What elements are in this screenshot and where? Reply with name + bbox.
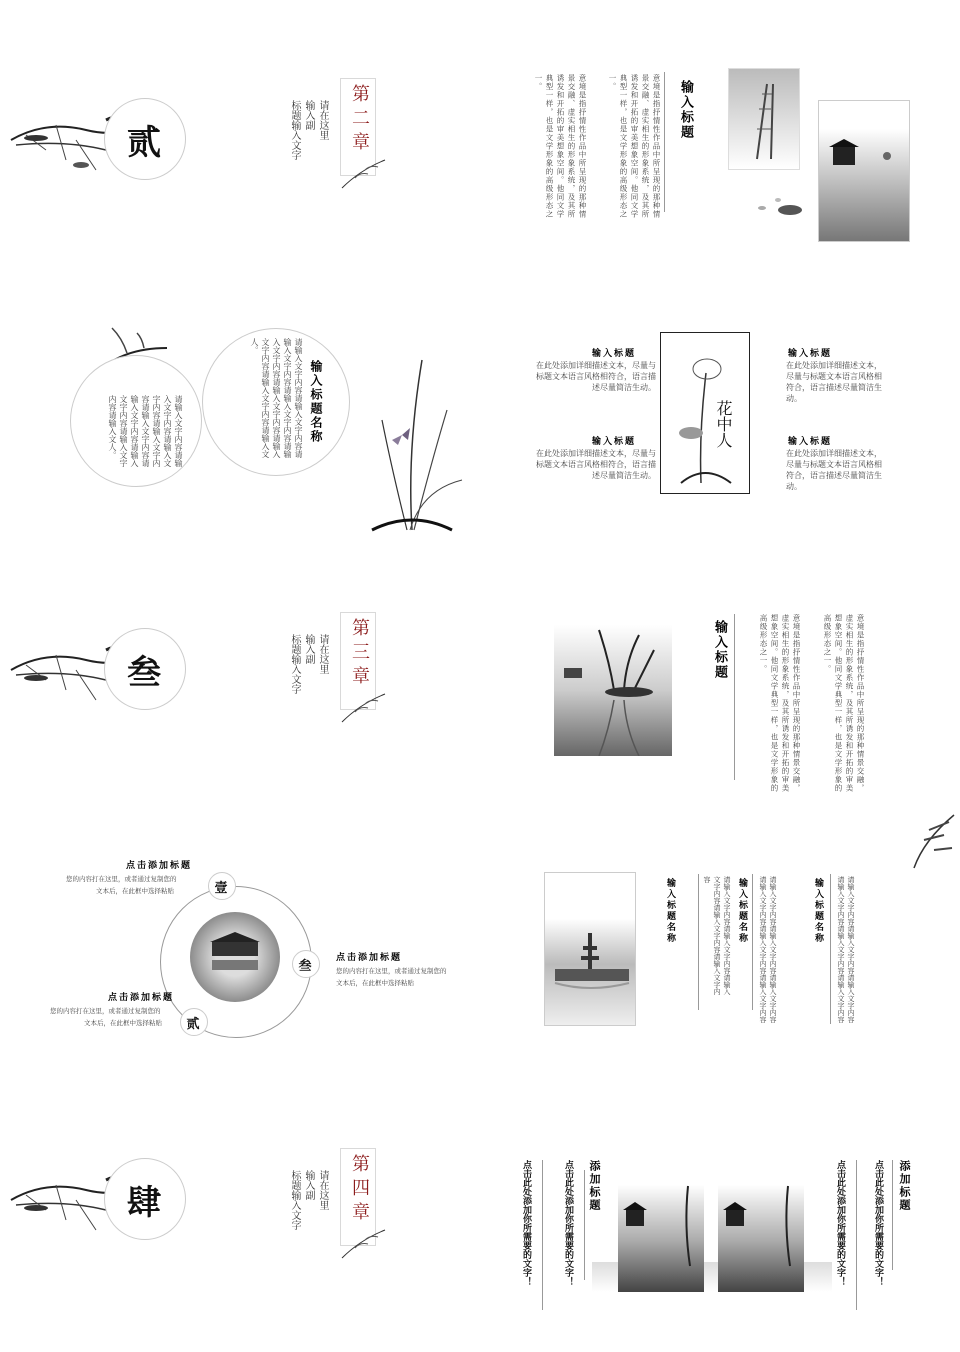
flower-frame: [660, 332, 750, 494]
chapter-title: 第四章: [349, 1154, 370, 1226]
col-divider-3: [830, 874, 831, 1024]
subtitle-line1: 请在这里: [317, 1170, 328, 1210]
col-divider-1: [698, 874, 699, 1010]
flower-label: 花中人: [714, 400, 733, 448]
item-title-2: 输入标题: [788, 349, 833, 359]
slide-title: 输入标题: [712, 620, 727, 680]
slide-three-points: [0, 850, 480, 1065]
slide-flower-person: [520, 330, 960, 545]
col-divider-2: [752, 874, 753, 1010]
col-text-2: 请输入文字内容请输入文字内容请输入文字内容请输入文字内容请输入文字内容请输入文字内容: [759, 876, 777, 1023]
item-text-1: 在此处添加详细描述文本，尽量与标题文本语言风格相符合，语言描述尽量简洁生动。: [536, 361, 656, 392]
point-title-2: 点击添加标题: [108, 993, 175, 1003]
slide-title: 输入标题: [678, 80, 693, 140]
seal-character: 贰: [127, 123, 161, 163]
ink-flower-icon: [340, 684, 390, 724]
body-column-2: 意境是指抒情性作品中所呈现的那种情景交融、虚实相生的形象系统，及其所诱发和开拓的审美想象空间。他同文学典型一样，也是文学形象的高级形态之一。: [534, 74, 587, 219]
body-column-1: 意境是指抒情性作品中所呈现的那种情景交融、虚实相生的形象系统，及其所诱发和开拓的审美想象空间。他同文学典型一样，也是文学形象的高级形态之一。: [608, 74, 661, 219]
col-title-3: 输入标题名称: [813, 878, 823, 944]
title-divider: [734, 614, 735, 780]
subtitle-line3: 标题输入文字: [289, 1170, 300, 1230]
seal-character: 叁: [127, 653, 161, 693]
item-title-3: 输入标题: [592, 437, 637, 447]
photo-trees: [554, 610, 672, 756]
slide-pagoda-columns: [540, 810, 960, 1025]
photo-pagoda: [544, 872, 636, 1026]
item-text-3: 在此处添加详细描述文本，尽量与标题文本语言风格相符合，语言描述尽量简洁生动。: [536, 449, 656, 480]
point-text-1a: 您的内容打在这里，或者通过复制您的: [66, 875, 177, 883]
body-column-1: 意境是指抒情性作品中所呈现的那种情景交融，虚实相生的形象系统，及其所诱发和开拓的审美想象空间。他同文学典型一样，也是文学形象的高级形态之一。: [823, 614, 865, 793]
subtitle-line3: 标题输入文字: [289, 634, 300, 694]
subtitle-line2: 输入副: [303, 1170, 314, 1200]
num-label-3: 叁: [298, 959, 312, 974]
bamboo-icon: [904, 810, 960, 870]
photo-pavilion-a: [618, 1166, 704, 1292]
subtitle-line1: 请在这里: [317, 100, 328, 140]
chapter-title: 第三章: [349, 618, 370, 690]
left-divider-a: [542, 1160, 543, 1310]
circles-title: 输入标题名称: [309, 360, 323, 444]
right-divider-b: [892, 1160, 893, 1270]
left-divider-b: [584, 1170, 585, 1280]
ink-flower-icon: [340, 1220, 390, 1260]
slide-add-title: [500, 1130, 960, 1345]
left-text-a: 点击此处添加你所需要的文字！: [521, 1160, 531, 1286]
point-title-3: 点击添加标题: [336, 953, 403, 963]
right-divider-a: [856, 1160, 857, 1310]
photo-pavilion-b: [718, 1166, 804, 1292]
col-title-1: 输入标题名称: [665, 878, 675, 944]
title-divider: [664, 72, 665, 212]
chapter-title: 第二章: [349, 84, 370, 156]
col-text-3: 请输入文字内容请输入文字内容请输入文字内容请输入文字内容请输入文字内容请输入文字内容: [837, 876, 855, 1023]
item-text-2: 在此处添加详细描述文本，尽量与标题文本语言风格相符合，语言描述尽量简洁生动。: [786, 361, 882, 403]
orchid-icon: [352, 350, 472, 540]
left-title: 添加标题: [588, 1160, 601, 1212]
circle-right-text: 请输入文字内容请输入文字内容请输入文字内容请输入文字内容请输入文字内容请输入文字内容请输入文字内容请输入文字内容请输入文人。: [250, 338, 303, 458]
item-text-4: 在此处添加详细描述文本，尽量与标题文本语言风格相符合，语言描述尽量简洁生动。: [786, 449, 882, 491]
body-column-2: 意境是指抒情性作品中所呈现的那种情景交融，虚实相生的形象系统，及其所诱发和开拓的审美想象空间。他同文学典型一样，也是文学形象的高级形态之一。: [759, 614, 801, 793]
stones-icon: [742, 190, 812, 220]
subtitle-line2: 输入副: [303, 634, 314, 664]
point-text-1b: 文本后，在此框中选择粘贴: [96, 887, 174, 895]
subtitle-line3: 标题输入文字: [289, 100, 300, 160]
right-text-b: 点击此处添加你所需要的文字！: [873, 1160, 883, 1286]
item-title-4: 输入标题: [788, 437, 833, 447]
point-title-1: 点击添加标题: [126, 861, 193, 871]
num-label-2: 贰: [186, 1017, 200, 1032]
slide-title-photos: [480, 60, 960, 275]
ink-flower-icon: [340, 150, 390, 190]
point-text-3b: 文本后，在此框中选择粘贴: [336, 979, 414, 987]
photo-pavilion: [818, 100, 910, 242]
point-text-2a: 您的内容打在这里，或者通过复制您的: [50, 1007, 161, 1015]
subtitle-line1: 请在这里: [317, 634, 328, 674]
point-text-2b: 文本后，在此框中选择粘贴: [84, 1019, 162, 1027]
col-text-1: 请输入文字内容请输入文字内容请输入文字内容请输入文字内容请输入文字内容: [703, 876, 731, 995]
center-photo: [190, 912, 280, 1002]
left-text-b: 点击此处添加你所需要的文字！: [563, 1160, 573, 1286]
col-title-2: 输入标题名称: [737, 878, 747, 944]
seal-character: 肆: [127, 1183, 161, 1223]
item-title-1: 输入标题: [592, 349, 637, 359]
point-text-3a: 您的内容打在这里，或者通过复制您的: [336, 967, 447, 975]
circle-left-text: 请输入文字内容请输入文字内容请输入文字内容请输入文字内容请输入文字内容请输入文字内容请输入文字内容请输入文字内容请输入文人。: [108, 395, 183, 467]
right-text-a: 点击此处添加你所需要的文字！: [835, 1160, 845, 1286]
num-label-1: 壹: [214, 881, 228, 896]
subtitle-line2: 输入副: [303, 100, 314, 130]
right-title: 添加标题: [898, 1160, 911, 1212]
photo-pier: [728, 68, 800, 170]
slide-tree-text: [540, 600, 960, 815]
